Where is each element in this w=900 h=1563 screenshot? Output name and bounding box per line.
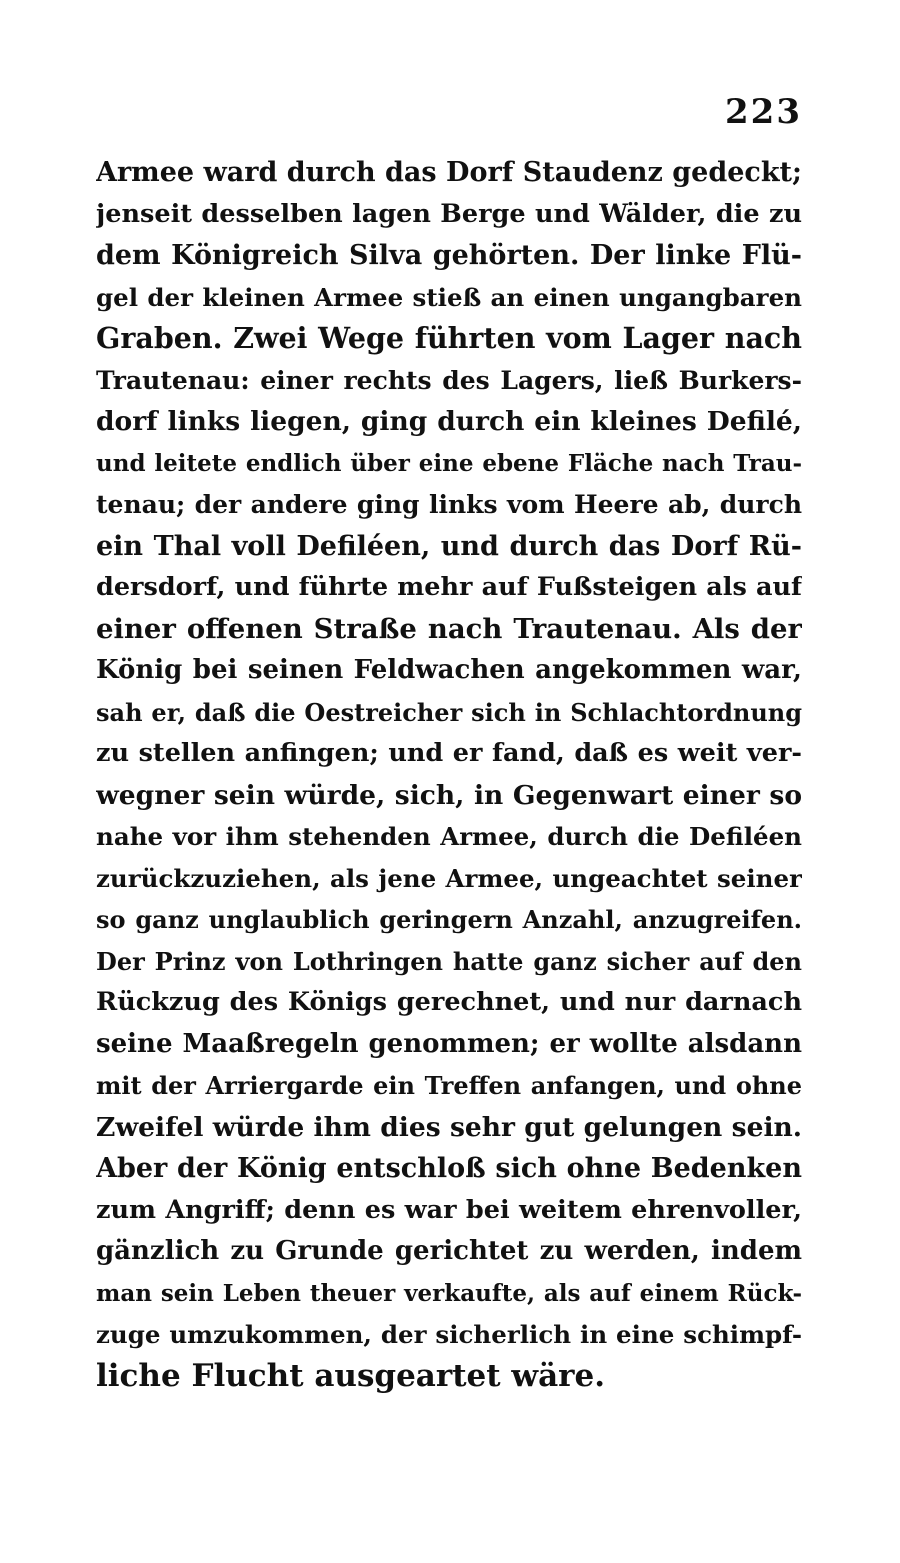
text-line: seine Maaßregeln genommen; er wollte alsdann — [96, 1028, 802, 1059]
page-number: 223 — [725, 92, 802, 132]
text-line: ein Thal voll Defiléen, und durch das Dorf Rü- — [96, 530, 802, 562]
text-line: so ganz unglaublich geringern Anzahl, anzugreifen. — [96, 905, 802, 934]
text-line: Trautenau: einer rechts des Lagers, ließ Burkers- — [96, 365, 802, 395]
text-line: zuge umzukommen, der sicherlich in eine schimpf- — [96, 1320, 802, 1349]
text-line: zurückzuziehen, als jene Armee, ungeachtet seiner — [96, 863, 802, 893]
text-line: nahe vor ihm stehenden Armee, durch die Defiléen — [96, 822, 802, 851]
text-line: Der Prinz von Lothringen hatte ganz sicher auf den — [96, 946, 802, 976]
text-line: Aber der König entschloß sich ohne Bedenken — [96, 1153, 802, 1184]
text-line: jenseit desselben lagen Berge und Wälder, die zu — [96, 198, 802, 229]
text-line: man sein Leben theuer verkaufte, als auf einem Rück- — [96, 1279, 802, 1307]
text-line: dersdorf, und führte mehr auf Fußsteigen als auf — [96, 572, 802, 602]
text-line: liche Flucht ausgeartet wäre. — [96, 1357, 606, 1394]
text-line: mit der Arriergarde ein Treffen anfangen, und ohne — [96, 1071, 802, 1100]
text-line: dorf links liegen, ging durch ein kleines Defilé, — [96, 406, 802, 437]
text-line: wegner sein würde, sich, in Gegenwart einer so — [96, 779, 802, 811]
text-line: Graben. Zwei Wege führten vom Lager nach — [96, 321, 802, 355]
text-line: tenau; der andere ging links vom Heere ab, durch — [96, 490, 802, 519]
text-line: Rückzug des Königs gerechnet, und nur darnach — [96, 987, 802, 1017]
text-line: Zweifel würde ihm dies sehr gut gelungen sein. — [96, 1111, 802, 1143]
text-line: gel der kleinen Armee stieß an einen ungangbaren — [96, 282, 802, 312]
text-line: dem Königreich Silva gehörten. Der linke Flü- — [96, 240, 802, 271]
text-line: gänzlich zu Grunde gerichtet zu werden, indem — [96, 1236, 802, 1266]
body-text — [96, 152, 802, 1397]
text-line: Armee ward durch das Dorf Staudenz gedeckt; — [96, 157, 802, 188]
text-line: einer offenen Straße nach Trautenau. Als der — [96, 612, 802, 645]
text-line: und leitete endlich über eine ebene Fläche nach Trau- — [96, 449, 802, 477]
text-line: sah er, daß die Oestreicher sich in Schlachtordnung — [96, 697, 802, 727]
text-line: König bei seinen Feldwachen angekommen war, — [96, 655, 802, 685]
text-line: zu stellen anfingen; und er fand, daß es weit ver- — [96, 738, 802, 768]
text-line: zum Angriff; denn es war bei weitem ehrenvoller, — [96, 1194, 802, 1225]
